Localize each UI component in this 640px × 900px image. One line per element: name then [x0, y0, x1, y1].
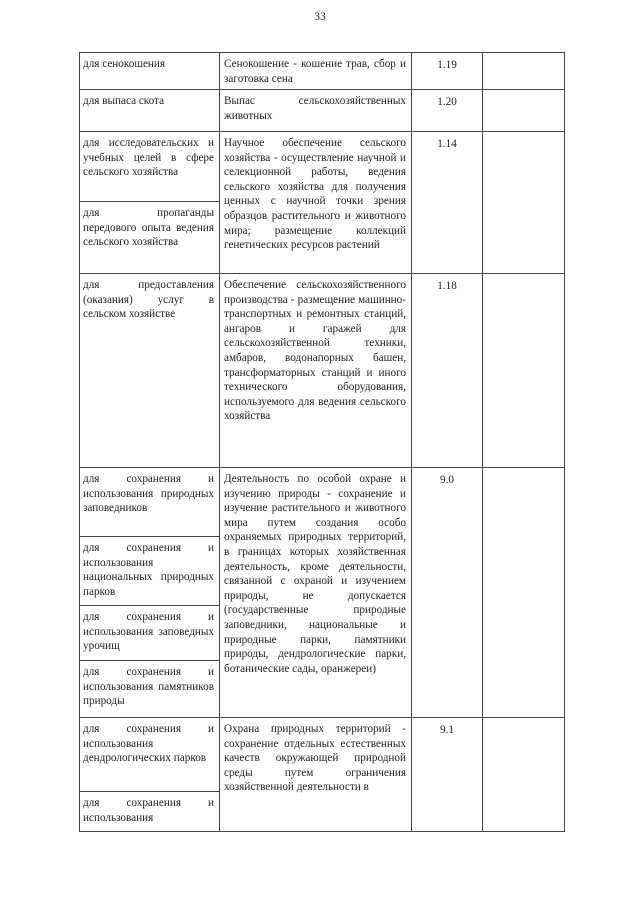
use-label: для исследовательских и учебных целей в сфере сельского хозяйства	[83, 137, 214, 179]
table-row	[80, 89, 564, 132]
land-use-table	[79, 52, 565, 832]
use-code: 1.20	[437, 96, 457, 108]
use-code: 9.0	[440, 474, 454, 486]
use-label: для сохранения и использования дендрологических парков	[83, 723, 214, 765]
use-label: для выпаса скота	[83, 95, 165, 107]
use-code: 9.1	[440, 724, 454, 736]
use-label: для предоставления (оказания) услуг в сельском хозяйстве	[83, 279, 214, 321]
page-number: 33	[314, 11, 326, 23]
use-description: Обеспечение сельскохозяйственного производства - размещение машинно-транспортных и ремонтных станций, ангаров и гаражей для сельскохозяйственной техники, амбаров, водонапорных башен, трансформаторных станций и иного технического оборудования, используемого для ведения сельского хозяйства	[224, 279, 406, 423]
use-description: Деятельность по особой охране и изучению природы - сохранение и изучение растительного и животного мира путем создания особо охраняемых природных территорий, в границах которых хозяйственная деятельность, кроме деятельности, связанной с охраной и изучением природы, не допускается (государственные природные заповедники, национальные и природные парки, памятники природы, дендрологические парки, ботанические сады, оранжереи)	[224, 473, 406, 675]
use-code: 1.19	[437, 59, 457, 71]
use-description: Выпас сельскохозяйственных животных	[224, 95, 406, 122]
table-row	[80, 53, 564, 89]
use-label: для сохранения и использования	[83, 797, 214, 824]
table-row	[80, 467, 564, 718]
use-label: для сохранения и использования национальных природных парков	[83, 542, 214, 598]
use-description: Охрана природных территорий - сохранение отдельных естественных качеств окружающей природной среды путем ограничения хозяйственной деятельности в	[224, 723, 406, 794]
table-row	[80, 273, 564, 468]
use-description: Сенокошение - кошение трав, сбор и заготовка сена	[224, 58, 406, 85]
use-label: для пропаганды передового опыта ведения сельского хозяйства	[83, 207, 214, 249]
use-code: 1.14	[437, 138, 457, 150]
use-label: для сохранения и использования природных заповедников	[83, 473, 214, 515]
use-label: для сохранения и использования памятников природы	[83, 666, 214, 708]
table-row	[80, 131, 564, 274]
table-row	[80, 717, 564, 832]
use-description: Научное обеспечение сельского хозяйства - осуществление научной и селекционной работы, ведения сельского хозяйства для получения ценных с научной точки зрения образцов растительного и животного мира; размещение коллекций генетических ресурсов растений	[224, 137, 406, 252]
use-label: для сохранения и использования заповедных урочищ	[83, 611, 214, 653]
use-label: для сенокошения	[83, 58, 166, 70]
use-code: 1.18	[437, 280, 457, 292]
